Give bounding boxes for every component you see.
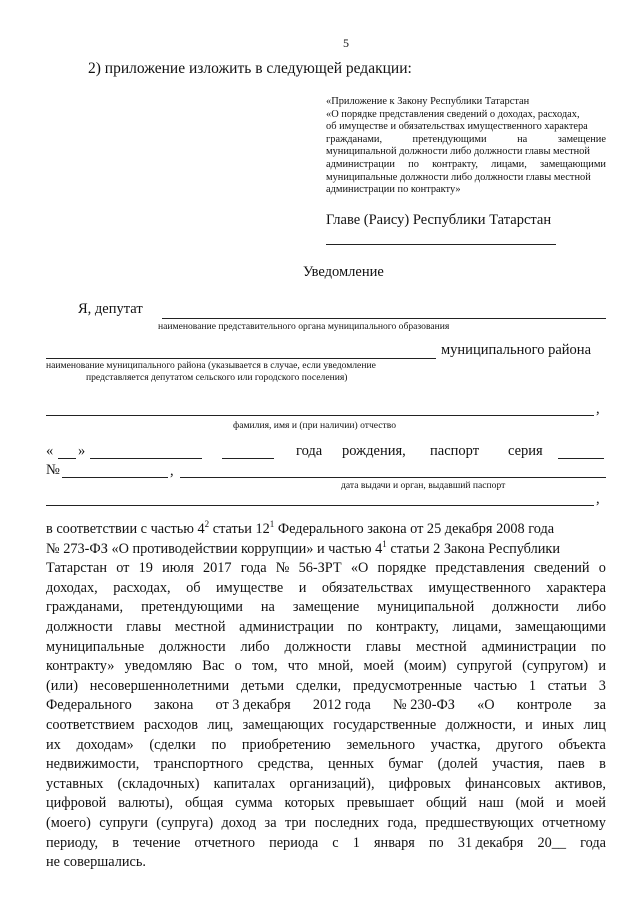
body-word: на: [260, 599, 275, 616]
annex-line: [326, 159, 606, 172]
body-line-1: в соответствии с частью $4^2$ статьи $12^1$ Федерального закона от 25 декабря 2008 года: [46, 519, 555, 537]
body-line: [46, 794, 606, 814]
body-word: отчетному: [542, 814, 606, 831]
annex-word: контракту,: [432, 158, 478, 170]
body-word: 1: [352, 834, 360, 851]
body-word: июля: [162, 560, 194, 577]
birth-date-open-quote: «: [46, 443, 54, 459]
body-word: закона: [153, 697, 194, 714]
annex-word: по: [408, 158, 419, 170]
body-word: статьи: [547, 677, 587, 694]
body-word: местной: [174, 618, 226, 635]
passport-number-field[interactable]: [62, 477, 168, 478]
body-line: [46, 775, 606, 795]
annex-line: муниципальной должности либо должности главы местной: [326, 146, 590, 158]
body-word: бумаг: [388, 756, 424, 773]
body-line: [46, 834, 606, 854]
body-word: (или): [46, 677, 78, 694]
page-number: 5: [343, 36, 349, 50]
body-word: моей: [363, 658, 394, 675]
body-word: о: [234, 658, 242, 675]
passport-issue-field-continued[interactable]: [46, 505, 594, 506]
body-line: [46, 638, 606, 658]
body-line: [46, 696, 606, 716]
body-word: моей: [575, 795, 606, 812]
body-word: детьми: [240, 677, 285, 694]
body-line: [46, 677, 606, 697]
body-word: и: [298, 579, 307, 596]
word-year: года: [296, 443, 323, 459]
body-word: 56-ЗРТ: [298, 560, 342, 577]
annex-word: администрации: [326, 158, 395, 170]
body-word: земельного: [346, 736, 415, 753]
body-word: года: [240, 560, 267, 577]
body-word: лиц,: [207, 716, 234, 733]
body-word: претендующими: [141, 599, 243, 616]
body-word: «О: [477, 697, 495, 714]
body-word: капиталах: [213, 775, 276, 792]
body-word: от: [116, 560, 130, 577]
body-word: их: [46, 736, 61, 753]
body-word: 20__: [537, 834, 567, 851]
passport-issue-comma: ,: [596, 491, 600, 507]
body-word: несовершеннолетними: [89, 677, 230, 694]
body-word: имущественного: [428, 579, 531, 596]
body-word: течение: [133, 834, 181, 851]
body-word: администрации: [239, 618, 334, 635]
body-word: валюты),: [118, 795, 174, 812]
body-word: замещающими: [515, 618, 606, 635]
birth-year-field[interactable]: [222, 458, 274, 459]
body-word: (моего): [46, 814, 91, 831]
body-word: по: [428, 834, 444, 851]
body-word: по: [591, 638, 606, 655]
amendment-intro: 2) приложение изложить в следующей редакции:: [88, 60, 412, 77]
annex-line: об имуществе и обязательствах имущественного характера: [326, 121, 588, 133]
representative-body-field[interactable]: [162, 318, 606, 319]
body-word: (долей: [437, 756, 478, 773]
word-birth: рождения,: [342, 443, 406, 459]
body-word: предусмотренные: [352, 677, 462, 694]
body-word: предшествующих: [425, 814, 534, 831]
body-line: [46, 598, 606, 618]
body-word: превышает: [346, 795, 415, 812]
body-word: частью: [473, 677, 518, 694]
body-word: расходах,: [113, 579, 171, 596]
body-word: транспортного: [153, 756, 244, 773]
body-word: иных: [542, 716, 575, 733]
body-word: главы: [366, 638, 402, 655]
body-word: 19: [138, 560, 153, 577]
body-line: [46, 618, 606, 638]
body-word: об: [186, 579, 201, 596]
representative-body-caption: наименование представительного органа муниципального образования: [158, 321, 450, 332]
passport-issue-field[interactable]: [180, 477, 606, 478]
body-word: государственные: [333, 716, 437, 733]
body-word: обязательствах: [321, 579, 414, 596]
body-word: периоду,: [46, 834, 99, 851]
body-word: главы: [126, 618, 162, 635]
district-caption-line-2: представляется депутатом сельского или городского поселения): [86, 372, 348, 383]
body-line: [46, 716, 606, 736]
body-word: участка,: [430, 736, 481, 753]
body-word: № 230-ФЗ: [393, 697, 455, 714]
body-word: за: [264, 814, 277, 831]
body-word: сведений: [533, 560, 590, 577]
body-word: контроле: [516, 697, 572, 714]
body-word: представления: [435, 560, 525, 577]
body-word: имуществе: [216, 579, 284, 596]
annex-line: муниципальные должности либо должности главы местной: [326, 171, 591, 183]
deputy-label: Я, депутат: [78, 301, 143, 317]
body-word: должности: [284, 638, 352, 655]
body-word: по: [211, 736, 227, 753]
body-word: 2017: [202, 560, 232, 577]
birth-month-field[interactable]: [90, 458, 202, 459]
body-word: последних: [314, 814, 380, 831]
body-word: соответствием: [46, 716, 135, 733]
body-line-last: не совершались.: [46, 854, 146, 871]
district-caption-line-1: наименование муниципального района (указывается в случае, если уведомление: [46, 360, 376, 371]
district-suffix: муниципального района: [441, 342, 591, 358]
body-word: в: [112, 834, 119, 851]
body-word: и: [556, 795, 564, 812]
body-word: уведомляю: [124, 658, 193, 675]
full-name-field[interactable]: [46, 415, 594, 416]
body-word: (сделки: [149, 736, 196, 753]
body-word: что: [287, 658, 309, 675]
body-word: сумма: [235, 795, 273, 812]
annex-word: замещающими: [540, 158, 606, 170]
body-word: общий: [426, 795, 467, 812]
body-word: том,: [251, 658, 278, 675]
body-word: общая: [184, 795, 224, 812]
passport-number-comma: ,: [170, 463, 174, 479]
body-word: гражданами,: [46, 599, 124, 616]
annex-line: администрации по контракту»: [326, 184, 461, 196]
annex-word: на: [517, 133, 528, 145]
body-word: 2012 года: [312, 697, 371, 714]
body-word: местной: [415, 638, 467, 655]
body-word: доходах,: [46, 579, 98, 596]
body-word: лиц: [583, 716, 606, 733]
annex-heading: [326, 96, 606, 197]
full-name-comma: ,: [596, 401, 600, 417]
word-series: серия: [508, 443, 543, 459]
body-word: приобретению: [241, 736, 331, 753]
body-word: (мой: [515, 795, 545, 812]
annex-line: [326, 134, 606, 147]
body-word: должности: [159, 638, 226, 655]
body-word: (супруга): [156, 814, 214, 831]
body-word: другого: [496, 736, 543, 753]
body-word: наш: [478, 795, 504, 812]
full-name-caption: фамилия, имя и (при наличии) отчество: [233, 420, 397, 431]
body-word: 3: [598, 677, 606, 694]
body-word: «О: [350, 560, 369, 577]
body-word: либо: [576, 599, 606, 616]
body-word: которых: [284, 795, 335, 812]
body-line: [46, 559, 606, 579]
body-word: должности: [46, 618, 113, 635]
body-word: объекта: [558, 736, 606, 753]
body-word: и: [525, 716, 533, 733]
district-field[interactable]: [46, 358, 436, 359]
body-line: [46, 814, 606, 834]
body-word: мной,: [318, 658, 354, 675]
addressee: Главе (Раису) Республики Татарстан: [326, 212, 552, 228]
annex-line: «О порядке представления сведений о доходах, расходах,: [326, 108, 580, 120]
body-word: ценных: [327, 756, 375, 773]
body-word: недвижимости,: [46, 756, 140, 773]
body-word: должности,: [445, 716, 516, 733]
body-word: лицами,: [452, 618, 502, 635]
body-word: 31 декабря: [457, 834, 524, 851]
body-word: за: [593, 697, 606, 714]
passport-issue-caption: дата выдачи и орган, выдавший паспорт: [341, 480, 506, 491]
body-line-2: № 273-ФЗ «О противодействии коррупции» и частью $4^1$ статьи 2 Закона Республики: [46, 538, 560, 557]
body-word: 1: [528, 677, 536, 694]
body-word: в: [599, 756, 606, 773]
body-line: [46, 579, 606, 599]
body-word: и: [598, 658, 606, 675]
body-word: (складочных): [117, 775, 200, 792]
body-word: года,: [387, 814, 417, 831]
body-word: уставных: [46, 775, 104, 792]
body-word: участия,: [492, 756, 544, 773]
body-word: замещение: [292, 599, 360, 616]
body-word: доходам»: [76, 736, 134, 753]
body-word: контракту,: [375, 618, 439, 635]
body-word: средства,: [257, 756, 314, 773]
body-word: от 3 декабря: [215, 697, 291, 714]
body-word: муниципальные: [46, 638, 145, 655]
body-word: должности: [492, 599, 559, 616]
body-word: отчетного: [194, 834, 255, 851]
body-word: администрации: [481, 638, 577, 655]
body-word: с: [332, 834, 339, 851]
body-word: финансовых: [465, 775, 541, 792]
annex-word: замещение: [557, 133, 606, 145]
body-word: три: [284, 814, 307, 831]
body-word: о: [598, 560, 606, 577]
body-word: характера: [546, 579, 606, 596]
body-word: муниципальной: [377, 599, 475, 616]
word-passport: паспорт: [430, 443, 480, 459]
body-word: цифровых: [388, 775, 451, 792]
body-word: замещающих: [242, 716, 324, 733]
body-word: Татарстан: [46, 560, 108, 577]
body-line: [46, 736, 606, 756]
body-word: (моим): [404, 658, 447, 675]
body-word: расходов: [143, 716, 199, 733]
document-title: Уведомление: [303, 264, 384, 280]
addressee-blank-line: [326, 244, 556, 245]
body-word: сделки,: [295, 677, 342, 694]
birth-day-field[interactable]: [58, 458, 76, 459]
body-word: паев: [557, 756, 585, 773]
annex-word: гражданами,: [326, 133, 383, 145]
body-word: января: [373, 834, 415, 851]
body-word: контракту»: [46, 658, 115, 675]
body-word: организаций),: [289, 775, 375, 792]
body-line: [46, 755, 606, 775]
body-word: доход: [221, 814, 257, 831]
annex-line: «Приложение к Закону Республики Татарстан: [326, 96, 530, 107]
body-word: супруги: [99, 814, 148, 831]
body-word: цифровой: [46, 795, 107, 812]
notification-body: [46, 520, 606, 873]
body-word: (супругом): [522, 658, 589, 675]
passport-series-field[interactable]: [558, 458, 604, 459]
annex-word: лицами,: [491, 158, 527, 170]
body-word: года: [580, 834, 606, 851]
annex-word: претендующими: [412, 133, 487, 145]
body-word: №: [275, 560, 290, 577]
body-word: Вас: [202, 658, 225, 675]
body-word: порядке: [377, 560, 427, 577]
birth-date-close-quote: »: [78, 443, 86, 459]
body-word: по: [347, 618, 363, 635]
body-line: [46, 657, 606, 677]
body-word: периода: [269, 834, 319, 851]
body-word: супругой: [456, 658, 512, 675]
body-word: Федерального: [46, 697, 132, 714]
number-sign: №: [46, 462, 60, 478]
body-word: либо: [240, 638, 270, 655]
body-word: активов,: [554, 775, 606, 792]
